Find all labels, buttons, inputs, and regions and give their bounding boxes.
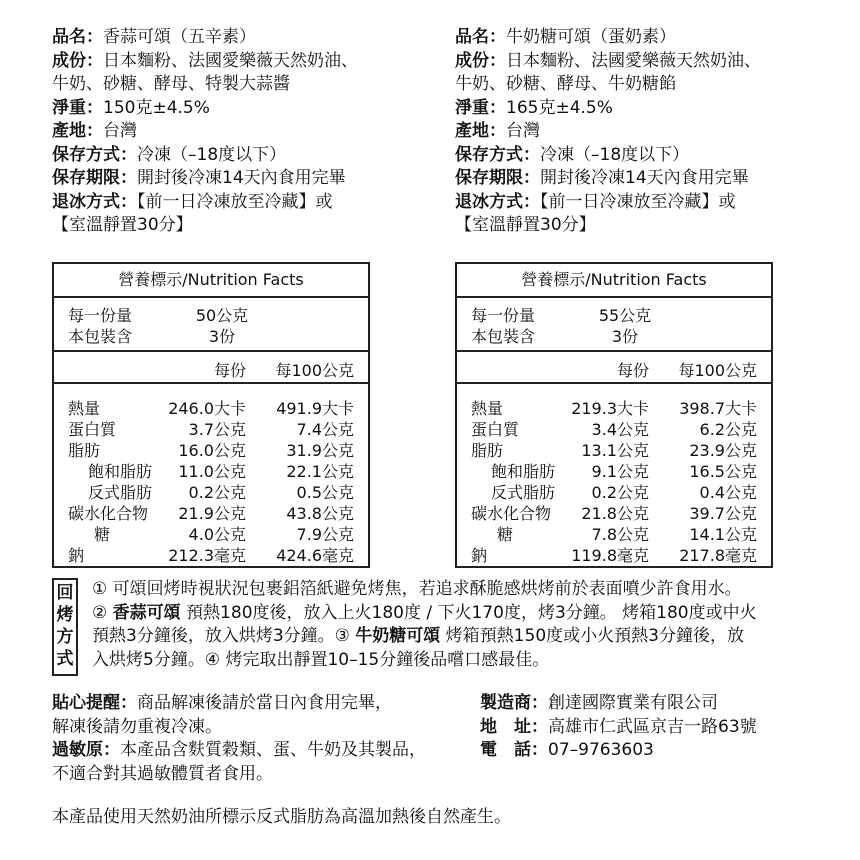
label-char: 烤 (56, 605, 74, 625)
nutrition-row-protein (54, 417, 368, 438)
reminder-line2: 解凍後請勿重複冷凍。 (52, 716, 222, 737)
per-100g-value: 7.9公克 (296, 525, 354, 544)
per-100g-value: 7.4公克 (296, 420, 354, 439)
thaw-line2: 【室溫靜置30分】 (455, 215, 596, 235)
left-product-info (52, 26, 422, 238)
per-serving-value: 7.8公克 (591, 525, 649, 544)
serving-info (54, 298, 368, 352)
storage-value: 冷凍（–18度以下） (540, 144, 690, 165)
nutrition-row-carbohydrate (457, 501, 771, 522)
nutrient-name: 熱量 (471, 399, 504, 418)
reminder-line1: 商品解凍後請於當日內食用完畢， (137, 693, 392, 713)
product-name-value: 香蒜可頌（五辛素） (103, 27, 256, 47)
thaw-line2: 【室溫靜置30分】 (52, 215, 193, 235)
servings-per-pack-value: 3份 (208, 327, 236, 346)
expiry-label: 保存期限： (455, 168, 540, 188)
per-100g-value: 22.1公克 (286, 462, 354, 481)
nutrient-name: 熱量 (68, 399, 101, 418)
per-100g-value: 424.6毫克 (276, 546, 354, 565)
nutrition-rows (457, 384, 771, 564)
per-serving-value: 9.1公克 (591, 462, 649, 481)
nutrition-row-protein (457, 417, 771, 438)
label-char: 式 (56, 649, 74, 669)
ingredients-label: 成份： (455, 50, 506, 71)
nutrition-row-saturated-fat (457, 459, 771, 480)
origin-label: 產地： (52, 121, 103, 141)
nutrition-row-sodium (457, 543, 771, 564)
thaw-line1: 【前一日冷凍放至冷藏】或 (137, 191, 333, 212)
nutrient-name: 碳水化合物 (471, 504, 552, 523)
per-serving-value: 21.8公克 (581, 504, 649, 523)
nutrient-name: 糖 (94, 525, 111, 544)
servings-per-pack-value: 3份 (611, 327, 639, 346)
step-text: 預熱3分鐘後，放入烘烤3分鐘。③ (92, 626, 356, 646)
per-serving-value: 119.8毫克 (571, 546, 649, 565)
per-100g-value: 491.9大卡 (276, 399, 354, 418)
per-serving-value: 16.0公克 (178, 441, 246, 460)
servings-per-pack-label: 本包裝含 (68, 327, 133, 346)
per-100g-value: 16.5公克 (689, 462, 757, 481)
nutrition-row-fat (457, 438, 771, 459)
storage-value: 冷凍（–18度以下） (137, 144, 287, 165)
nutrition-row-sodium (54, 543, 368, 564)
origin-value: 台灣 (506, 121, 540, 141)
nutrition-row-sugar (54, 522, 368, 543)
ingredients-line2: 牛奶、砂糖、酵母、牛奶糖餡 (455, 74, 676, 94)
instruction-line-1: ① 可頌回烤時視狀況包裹鋁箔紙避免烤焦，若追求酥脆感烘烤前於表面噴少許食用水。 (92, 579, 742, 599)
per-serving-value: 4.0公克 (188, 525, 246, 544)
serving-size-label: 每一份量 (68, 306, 133, 325)
per-100g-value: 43.8公克 (286, 504, 354, 523)
nutrition-row-carbohydrate (54, 501, 368, 522)
maker-label: 製造商： (480, 693, 548, 713)
ingredients-line1: 日本麵粉、法國愛樂薇天然奶油、 (506, 50, 761, 71)
per-100g-header: 每100公克 (678, 361, 757, 380)
step-text: 烤箱預熱150度或小火預熱3分鐘後，放 (440, 626, 744, 646)
product-name-value: 牛奶糖可頌（蛋奶素） (506, 27, 676, 47)
serving-size-value: 55公克 (598, 306, 652, 325)
nutrition-row-trans-fat (54, 480, 368, 501)
expiry-label: 保存期限： (52, 168, 137, 188)
per-100g-value: 39.7公克 (689, 504, 757, 523)
nutrition-row-calories (457, 396, 771, 417)
per-serving-value: 246.0大卡 (168, 399, 246, 418)
label-char: 回 (56, 583, 74, 603)
allergen-line2: 不適合對其過敏體質者食用。 (52, 763, 273, 784)
reheating-method-label (52, 578, 78, 676)
thaw-line1: 【前一日冷凍放至冷藏】或 (540, 191, 736, 212)
nutrient-name: 鈉 (68, 546, 85, 565)
nutrient-name: 蛋白質 (68, 420, 117, 439)
origin-label: 產地： (455, 121, 506, 141)
address-label: 地 址： (480, 716, 548, 737)
tips-section (52, 692, 452, 786)
thaw-label: 退冰方式： (455, 191, 540, 212)
weight-label: 淨重： (52, 97, 103, 118)
nutrient-name: 碳水化合物 (68, 504, 149, 523)
per-serving-value: 0.2公克 (591, 483, 649, 502)
per-serving-value: 219.3大卡 (571, 399, 649, 418)
product-garlic-name: 香蒜可頌 (112, 602, 181, 623)
right-product-info (455, 26, 825, 238)
nutrient-name: 鈉 (471, 546, 488, 565)
nutrition-title: 營養標示/Nutrition Facts (54, 264, 368, 298)
expiry-value: 開封後冷凍14天內食用完畢 (137, 168, 346, 188)
allergen-line1: 本產品含麩質穀類、蛋、牛奶及其製品， (120, 740, 426, 760)
per-serving-value: 212.3毫克 (168, 546, 246, 565)
ingredients-label: 成份： (52, 50, 103, 71)
serving-info (457, 298, 771, 352)
per-serving-value: 0.2公克 (188, 483, 246, 502)
footer-note: 本產品使用天然奶油所標示反式脂肪為高溫加熱後自然產生。 (52, 807, 511, 827)
serving-size-label: 每一份量 (471, 306, 536, 325)
reheating-instructions (92, 578, 804, 672)
nutrient-name: 反式脂肪 (491, 483, 556, 502)
product-name-label: 品名： (455, 27, 506, 47)
nutrient-name: 飽和脂肪 (491, 462, 556, 481)
nutrition-row-calories (54, 396, 368, 417)
weight-label: 淨重： (455, 97, 506, 118)
per-100g-value: 14.1公克 (689, 525, 757, 544)
instruction-line-4: 入烘烤5分鐘。④ 烤完取出靜置10–15分鐘後品嚐口感最佳。 (92, 649, 550, 670)
nutrition-column-header (457, 352, 771, 384)
ingredients-line1: 日本麵粉、法國愛樂薇天然奶油、 (103, 50, 358, 71)
instruction-line-2 (92, 602, 804, 626)
thaw-label: 退冰方式： (52, 191, 137, 212)
reheating-method (52, 578, 802, 676)
expiry-value: 開封後冷凍14天內食用完畢 (540, 168, 749, 188)
per-100g-header: 每100公克 (275, 361, 354, 380)
per-serving-header: 每份 (213, 361, 246, 380)
nutrition-title: 營養標示/Nutrition Facts (457, 264, 771, 298)
nutrient-name: 脂肪 (68, 441, 101, 460)
per-100g-value: 31.9公克 (286, 441, 354, 460)
serving-size-value: 50公克 (195, 306, 249, 325)
storage-label: 保存方式： (52, 144, 137, 165)
per-100g-value: 0.5公克 (296, 483, 354, 502)
nutrition-row-sugar (457, 522, 771, 543)
storage-label: 保存方式： (455, 144, 540, 165)
step-text: 預熱180度後，放入上火180度 / 下火170度，烤3分鐘。 烤箱180度或中火 (180, 602, 757, 623)
phone-value: 07–9763603 (548, 740, 654, 760)
address-value: 高雄市仁武區京吉一路63號 (548, 716, 757, 737)
nutrition-row-fat (54, 438, 368, 459)
nutrition-rows (54, 384, 368, 564)
manufacturer-section (480, 692, 810, 763)
per-serving-header: 每份 (616, 361, 649, 380)
step-number: ② (92, 602, 113, 623)
nutrient-name: 蛋白質 (471, 420, 520, 439)
per-serving-value: 13.1公克 (581, 441, 649, 460)
ingredients-line2: 牛奶、砂糖、酵母、特製大蒜醬 (52, 74, 290, 94)
per-serving-value: 11.0公克 (178, 462, 246, 481)
per-100g-value: 0.4公克 (699, 483, 757, 502)
servings-per-pack-label: 本包裝含 (471, 327, 536, 346)
per-100g-value: 398.7大卡 (679, 399, 757, 418)
nutrient-name: 糖 (497, 525, 514, 544)
label-char: 方 (56, 627, 74, 647)
product-name-label: 品名： (52, 27, 103, 47)
nutrition-facts-right (455, 262, 773, 568)
nutrition-row-saturated-fat (54, 459, 368, 480)
nutrition-row-trans-fat (457, 480, 771, 501)
phone-label: 電 話： (480, 740, 548, 760)
product-caramel-name: 牛奶糖可頌 (355, 626, 441, 646)
instruction-line-3 (92, 625, 804, 649)
per-serving-value: 21.9公克 (178, 504, 246, 523)
per-100g-value: 217.8毫克 (679, 546, 757, 565)
per-100g-value: 6.2公克 (699, 420, 757, 439)
nutrient-name: 飽和脂肪 (88, 462, 153, 481)
nutrient-name: 反式脂肪 (88, 483, 153, 502)
weight-value: 165克±4.5% (506, 97, 613, 118)
weight-value: 150克±4.5% (103, 97, 210, 118)
per-serving-value: 3.7公克 (188, 420, 246, 439)
maker-value: 創達國際實業有限公司 (548, 693, 718, 713)
per-serving-value: 3.4公克 (591, 420, 649, 439)
nutrition-column-header (54, 352, 368, 384)
allergen-label: 過敏原： (52, 740, 120, 760)
nutrition-facts-left (52, 262, 370, 568)
origin-value: 台灣 (103, 121, 137, 141)
per-100g-value: 23.9公克 (689, 441, 757, 460)
reminder-label: 貼心提醒： (52, 693, 137, 713)
nutrient-name: 脂肪 (471, 441, 504, 460)
